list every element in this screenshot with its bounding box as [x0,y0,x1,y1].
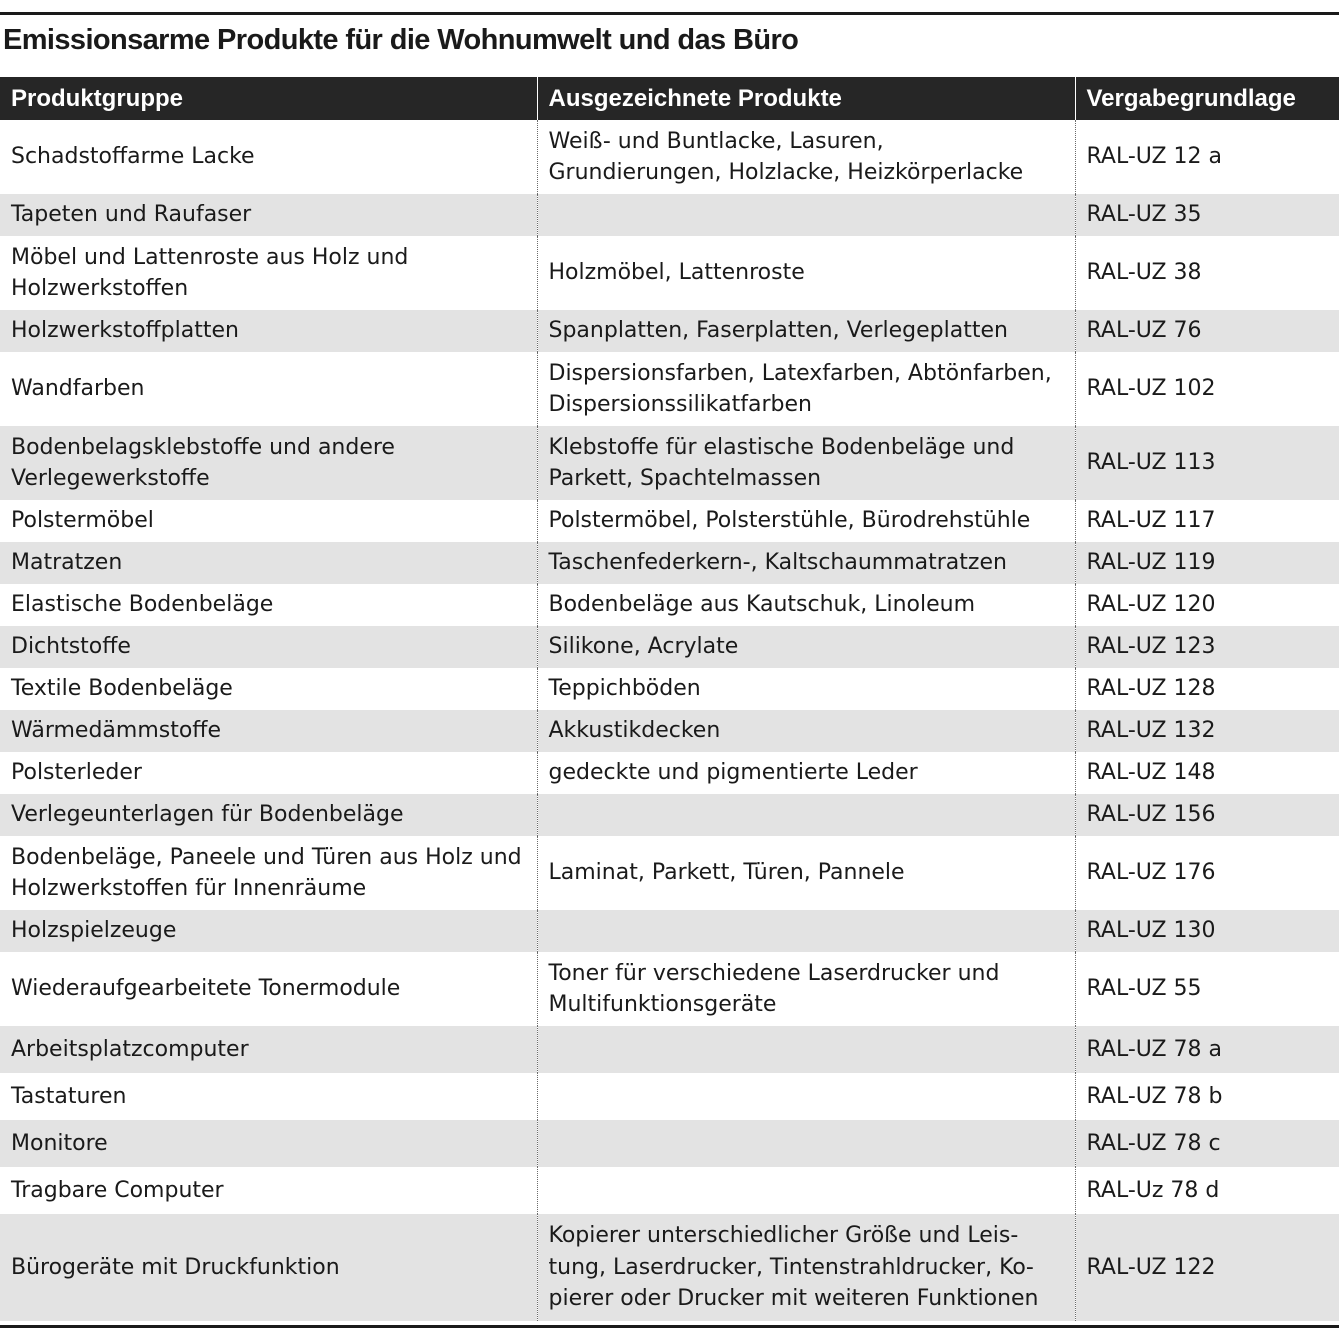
cell-basis: RAL-UZ 156 [1075,794,1339,836]
cell-products: Laminat, Parkett, Türen, Pannele [537,836,1075,910]
cell-basis: RAL-UZ 132 [1075,710,1339,752]
cell-group: Elastische Bodenbeläge [11,592,274,618]
cell-basis: RAL-UZ 78 c [1075,1120,1339,1167]
cell-products: Klebstoffe für elastische Bodenbeläge und Parkett, Spachtelmassen [537,426,1075,500]
table-row [0,542,1339,584]
cell-group: Monitore [11,1130,108,1156]
cell-products [537,794,1075,836]
table-row [0,952,1339,1026]
cell-basis: RAL-UZ 119 [1075,542,1339,584]
table-row [0,1167,1339,1214]
cell-basis: RAL-UZ 113 [1075,426,1339,500]
cell-group: Wiederaufgearbeitete Tonermodule [11,976,401,1002]
table-row [0,626,1339,668]
cell-products: Kopierer unterschiedlicher Größe und Leistung, Laserdrucker, Tintenstrahldrucker, Kopierer oder Drucker mit weiteren Funktionen [537,1214,1075,1321]
cell-basis: RAL-UZ 55 [1075,952,1339,1026]
table-row [0,1026,1339,1073]
cell-basis: RAL-Uz 78 d [1075,1167,1339,1214]
cell-group: Schadstoffarme Lacke [11,144,255,170]
cell-products: Dispersionsfarben, Latexfarben, Abtönfarben, Dispersionssilikatfarben [537,352,1075,426]
cell-group: Tastaturen [11,1083,127,1109]
table-row [0,584,1339,626]
top-rule [0,12,1339,15]
cell-basis: RAL-UZ 148 [1075,752,1339,794]
table-row [0,1073,1339,1120]
cell-group: Polstermöbel [11,508,154,534]
bottom-rule [0,1325,1339,1328]
cell-basis: RAL-UZ 120 [1075,584,1339,626]
header-ausgezeichnete-produkte: Ausgezeichnete Produkte [537,77,1075,120]
table-row [0,1214,1339,1321]
cell-basis: RAL-UZ 128 [1075,668,1339,710]
cell-basis: RAL-UZ 76 [1075,310,1339,352]
cell-basis: RAL-UZ 38 [1075,236,1339,310]
cell-basis: RAL-UZ 35 [1075,194,1339,236]
product-table [0,77,1339,1321]
cell-basis: RAL-UZ 12 a [1075,120,1339,194]
cell-products: Polstermöbel, Polsterstühle, Bürodrehstühle [537,500,1075,542]
cell-group: Wandfarben [11,376,145,402]
cell-basis: RAL-UZ 78 a [1075,1026,1339,1073]
cell-products: Holzmöbel, Lattenroste [537,236,1075,310]
cell-group: Bodenbelagsklebstoffe und andere Verlegewerkstoffe [11,434,395,491]
cell-products: gedeckte und pigmentierte Leder [537,752,1075,794]
table-row [0,194,1339,236]
cell-basis: RAL-UZ 122 [1075,1214,1339,1321]
table-row [0,1120,1339,1167]
cell-basis: RAL-UZ 102 [1075,352,1339,426]
table-row [0,310,1339,352]
cell-products: Spanplatten, Faserplatten, Verlegeplatten [537,310,1075,352]
cell-products: Teppichböden [537,668,1075,710]
cell-group: Tapeten und Raufaser [11,202,252,228]
table-row [0,426,1339,500]
cell-products: Bodenbeläge aus Kautschuk, Linoleum [537,584,1075,626]
table-row [0,752,1339,794]
cell-group: Verlegeunterlagen für Bodenbeläge [11,802,404,828]
cell-group: Holzspielzeuge [11,918,177,944]
table-row [0,236,1339,310]
cell-group: Textile Bodenbeläge [11,676,233,702]
cell-group: Matratzen [11,550,123,576]
cell-basis: RAL-UZ 78 b [1075,1073,1339,1120]
table-header-row [0,77,1339,120]
cell-products: Toner für verschiedene Laserdrucker und Multifunktionsgeräte [537,952,1075,1026]
cell-group: Tragbare Computer [11,1177,224,1203]
cell-products [537,1026,1075,1073]
cell-products: Silikone, Acrylate [537,626,1075,668]
cell-group: Holzwerkstoffplatten [11,318,239,344]
cell-basis: RAL-UZ 130 [1075,910,1339,952]
cell-products [537,910,1075,952]
header-vergabegrundlage: Vergabegrundlage [1075,77,1339,120]
table-row [0,352,1339,426]
table-row [0,910,1339,952]
table-row [0,710,1339,752]
cell-group: Bodenbeläge, Paneele und Türen aus Holz und Holzwerkstoffen für Innenräume [11,844,522,901]
cell-products: Akkustikdecken [537,710,1075,752]
table-row [0,668,1339,710]
cell-group: Arbeitsplatzcomputer [11,1036,249,1062]
cell-group: Möbel und Lattenroste aus Holz und Holzwerkstoffen [11,244,409,301]
cell-basis: RAL-UZ 117 [1075,500,1339,542]
table-row [0,836,1339,910]
table-row [0,794,1339,836]
cell-products: Weiß- und Buntlacke, Lasuren, Grundierungen, Holzlacke, Heizkörperlacke [537,120,1075,194]
cell-group: Polsterleder [11,760,142,786]
cell-products [537,194,1075,236]
cell-group: Bürogeräte mit Druckfunktion [11,1254,340,1280]
cell-products [537,1073,1075,1120]
cell-products [537,1167,1075,1214]
cell-basis: RAL-UZ 123 [1075,626,1339,668]
page-title: Emissionsarme Produkte für die Wohnumwelt und das Büro [3,24,799,56]
cell-products: Taschenfederkern-, Kaltschaummatratzen [537,542,1075,584]
table-row [0,120,1339,194]
header-produktgruppe: Produktgruppe [11,84,183,112]
table-row [0,500,1339,542]
cell-group: Dichtstoffe [11,634,131,660]
cell-basis: RAL-UZ 176 [1075,836,1339,910]
cell-group: Wärmedämmstoffe [11,718,221,744]
cell-products [537,1120,1075,1167]
